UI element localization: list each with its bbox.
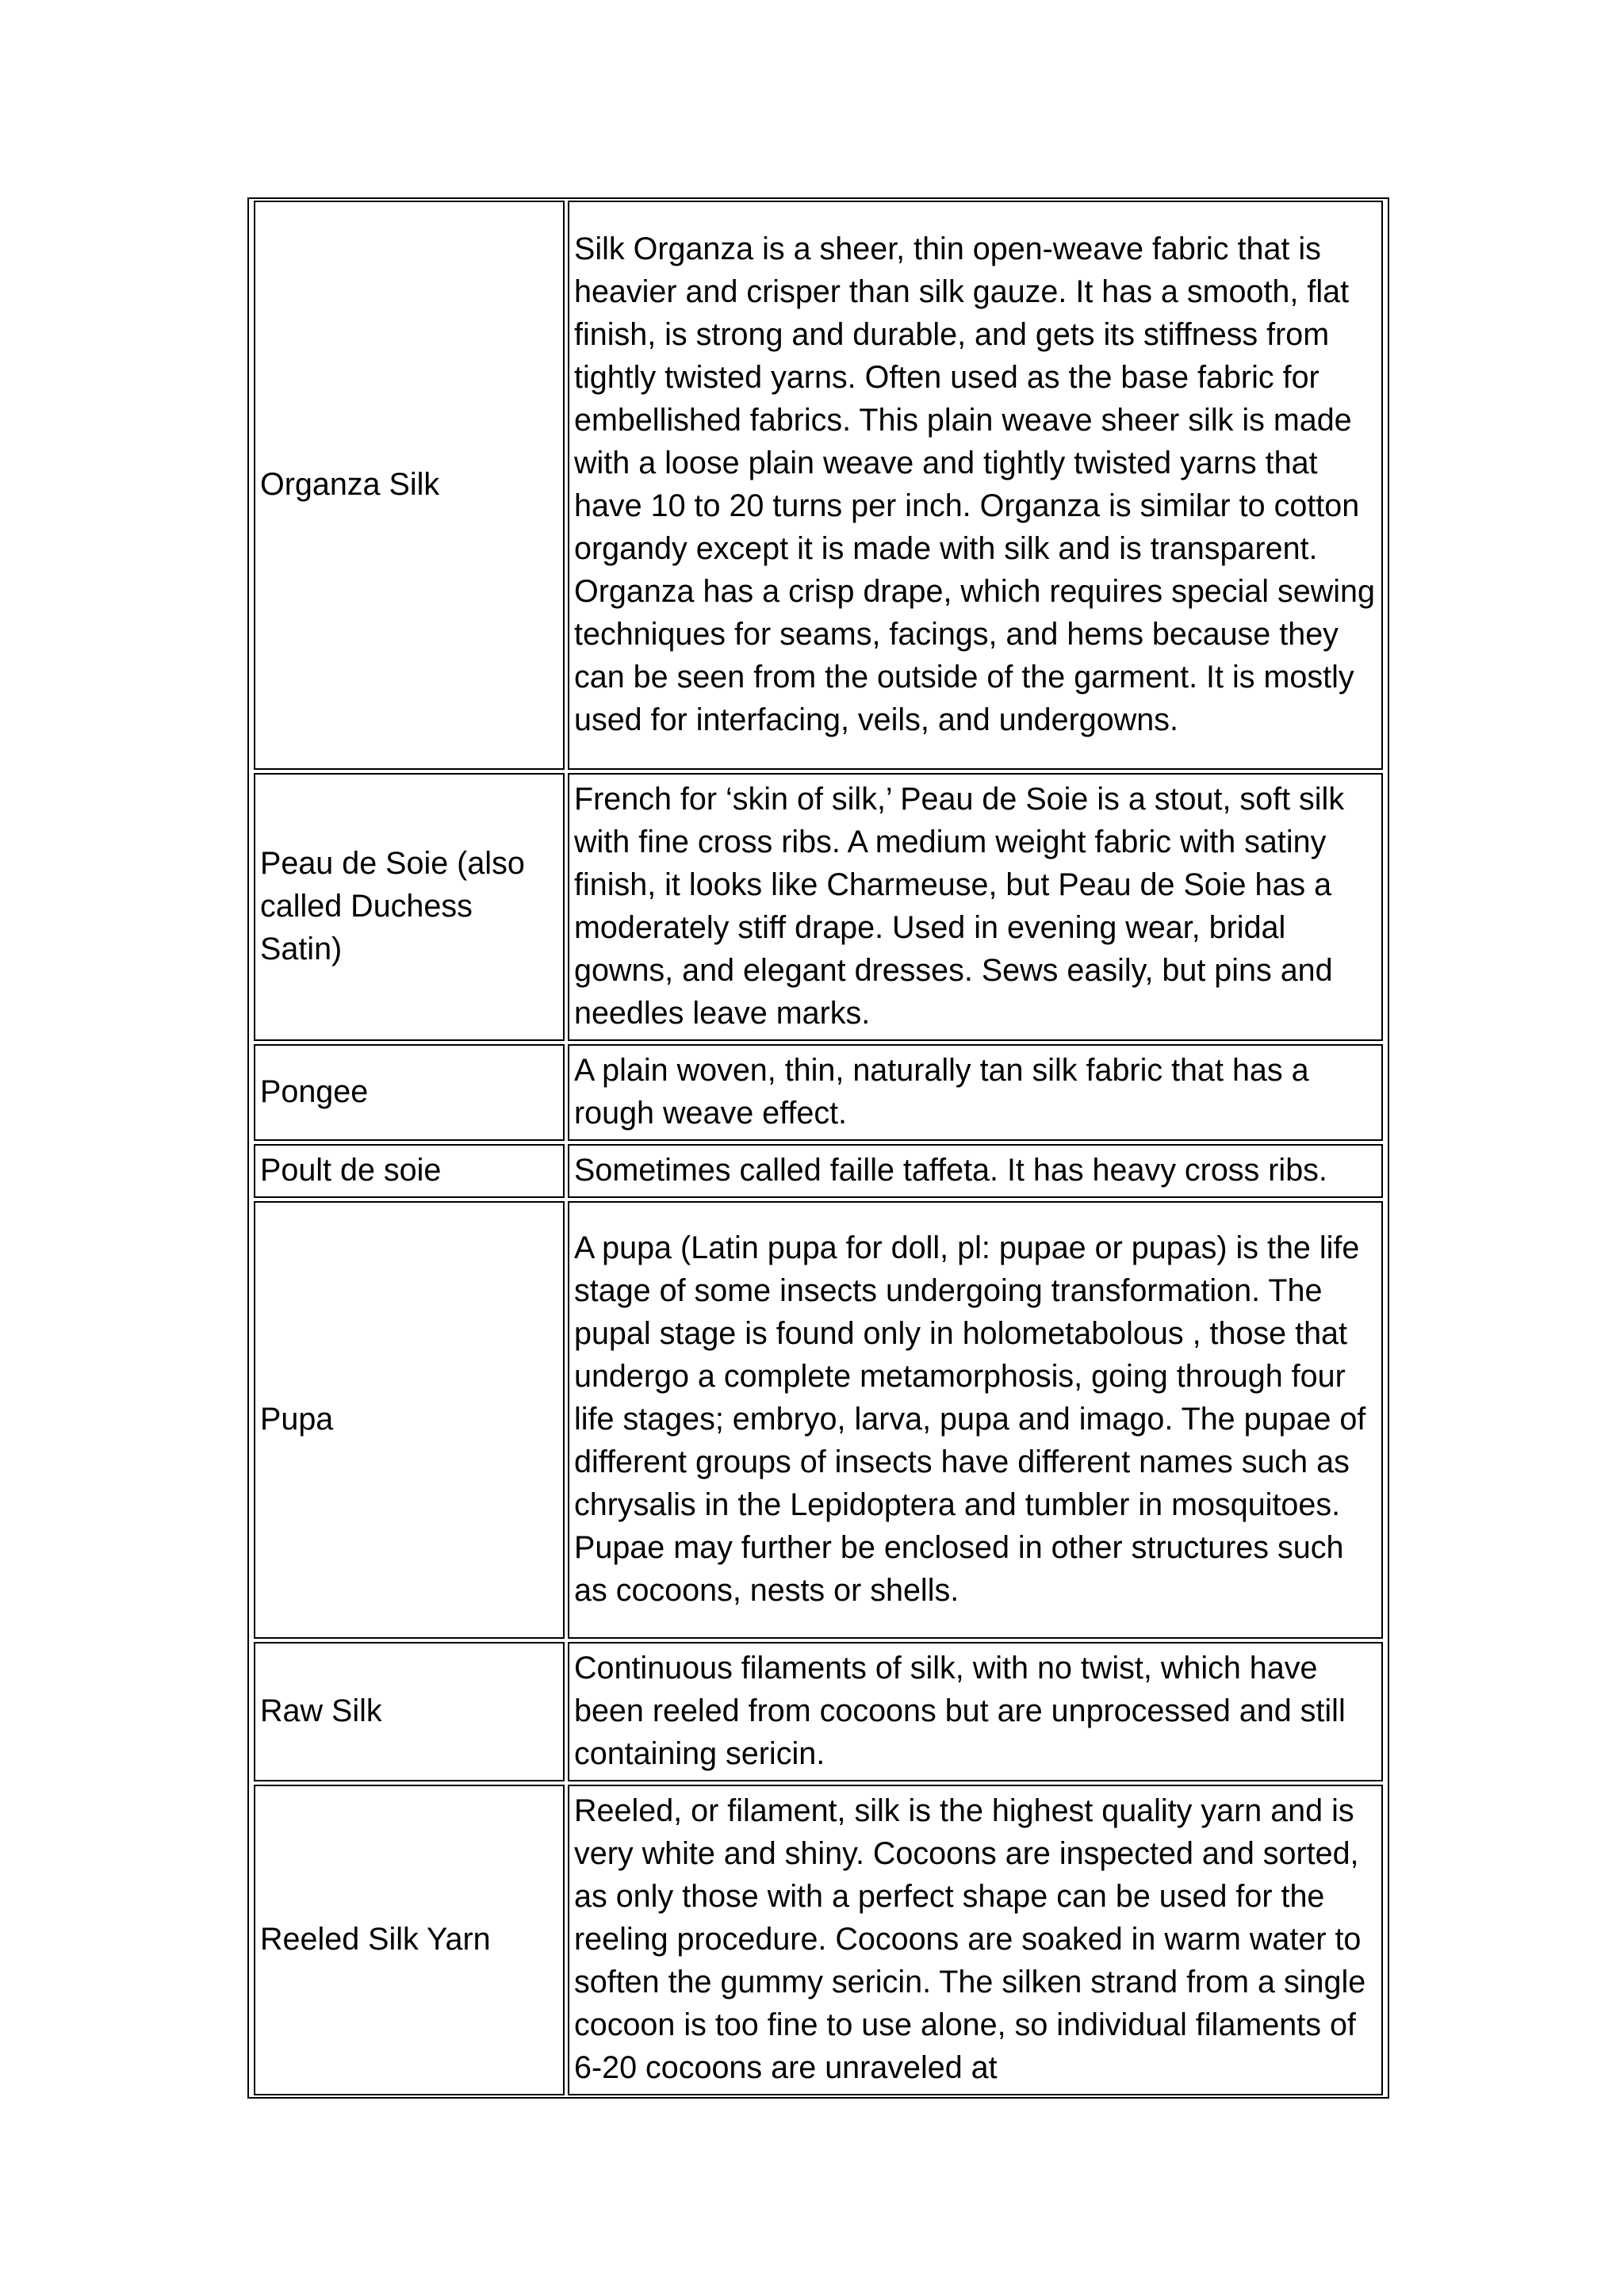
definition-cell: A plain woven, thin, naturally tan silk fabric that has a rough weave effect.	[568, 1044, 1383, 1141]
table-row	[254, 1785, 1383, 2095]
definition-cell: French for ‘skin of silk,’ Peau de Soie is a stout, soft silk with fine cross ribs. A medium weight fabric with satiny finish, it looks like Charmeuse, but Peau de Soie has a moderately stiff drape. Used in evening wear, bridal gowns, and elegant dresses. Sews easily, but pins and needles leave marks.	[568, 773, 1383, 1041]
term-cell: Pupa	[254, 1201, 565, 1639]
term-cell: Raw Silk	[254, 1642, 565, 1781]
table-row	[254, 1044, 1383, 1141]
table-row	[254, 1642, 1383, 1781]
definition-cell: Silk Organza is a sheer, thin open-weave fabric that is heavier and crisper than silk gauze. It has a smooth, flat finish, is strong and durable, and gets its stiffness from tightly twisted yarns. Often used as the base fabric for embellished fabrics. This plain weave sheer silk is made with a loose plain weave and tightly twisted yarns that have 10 to 20 turns per inch. Organza is similar to cotton organdy except it is made with silk and is transparent. Organza has a crisp drape, which requires special sewing techniques for seams, facings, and hems because they can be seen from the outside of the garment. It is mostly used for interfacing, veils, and undergowns.	[568, 201, 1383, 770]
definition-cell: A pupa (Latin pupa for doll, pl: pupae or pupas) is the life stage of some insects undergoing transformation. The pupal stage is found only in holometabolous , those that undergo a complete metamorphosis, going through four life stages; embryo, larva, pupa and imago. The pupae of different groups of insects have different names such as chrysalis in the Lepidoptera and tumbler in mosquitoes. Pupae may further be enclosed in other structures such as cocoons, nests or shells.	[568, 1201, 1383, 1639]
term-cell: Organza Silk	[254, 201, 565, 770]
glossary-table	[251, 197, 1386, 2099]
table-row	[254, 773, 1383, 1041]
definition-cell: Sometimes called faille taffeta. It has heavy cross ribs.	[568, 1144, 1383, 1198]
term-cell: Reeled Silk Yarn	[254, 1785, 565, 2095]
definition-text: Reeled, or filament, silk is the highest quality yarn and is very white and shiny. Cocoons are inspected and sorted, as only those with a perfect shape can be used for the reeling procedure. Cocoons are soaked in warm water to soften the gummy sericin. The silken strand from a single cocoon is too fine to use alone, so individual filaments of 6-20 cocoons are unraveled at	[574, 1793, 1366, 2085]
table-row	[254, 1144, 1383, 1198]
table-row	[254, 201, 1383, 770]
term-cell: Peau de Soie (also called Duchess Satin)	[254, 773, 565, 1041]
definition-cell: Continuous filaments of silk, with no twist, which have been reeled from cocoons but are unprocessed and still containing sericin.	[568, 1642, 1383, 1781]
term-cell: Pongee	[254, 1044, 565, 1141]
table-row	[254, 1201, 1383, 1639]
term-cell: Poult de soie	[254, 1144, 565, 1198]
definition-cell	[568, 1785, 1383, 2095]
glossary-table-frame	[247, 197, 1389, 2099]
